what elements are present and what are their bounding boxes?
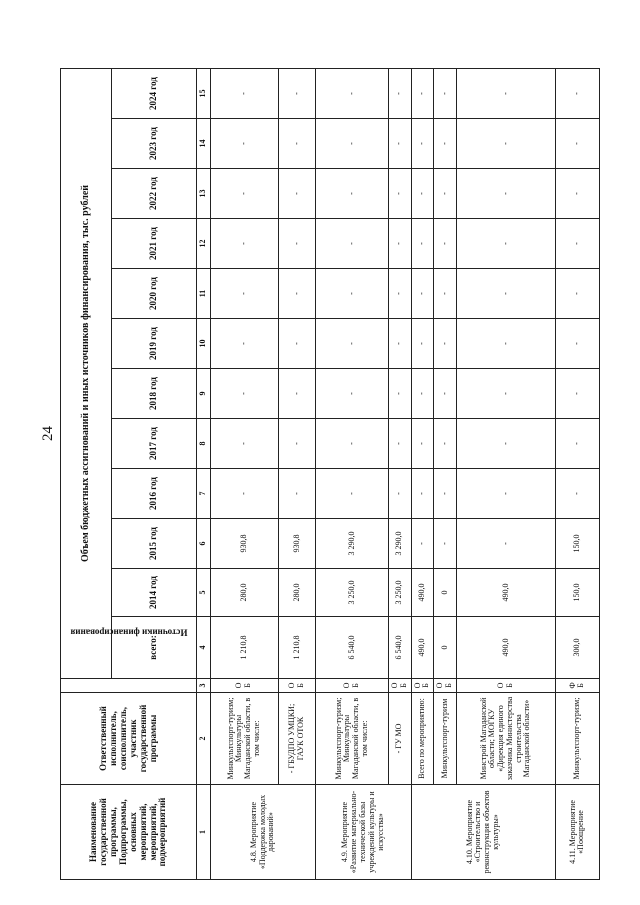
column-number: 10 — [197, 319, 210, 369]
row-year-cell: - — [316, 369, 389, 419]
row-year-cell: - — [388, 369, 411, 419]
row-source-cell: ОБ — [411, 679, 434, 693]
row-year-cell: - — [456, 269, 555, 319]
row-year-cell: - — [555, 319, 599, 369]
row-year-cell: - — [210, 419, 278, 469]
row-executor-cell: Всего по мероприятию: — [411, 693, 434, 785]
row-2015-cell: - — [434, 519, 457, 569]
row-year-cell: - — [434, 269, 457, 319]
row-year-cell: - — [388, 169, 411, 219]
row-year-cell: - — [411, 68, 434, 118]
row-total-cell: 490,0 — [456, 617, 555, 679]
table-row — [210, 9, 278, 879]
row-year-cell: - — [278, 169, 315, 219]
row-2014-cell: 490,0 — [411, 569, 434, 617]
row-year-cell: - — [555, 169, 599, 219]
row-year-cell: - — [388, 219, 411, 269]
financing-table — [60, 9, 600, 880]
row-executor-cell: Минстрой Магаданской области; МОГКУ «Дирекция единого заказчика Министерства строительства Магаданской области» — [456, 693, 555, 785]
row-year-cell: - — [278, 419, 315, 469]
row-year-cell: - — [316, 269, 389, 319]
row-year-cell: - — [316, 169, 389, 219]
row-year-cell: - — [555, 419, 599, 469]
header-year-2018: 2018 год — [111, 369, 197, 419]
row-source-cell: ФБ — [555, 679, 599, 693]
row-year-cell: - — [555, 369, 599, 419]
row-year-cell: - — [456, 219, 555, 269]
row-2014-cell: 280,0 — [210, 569, 278, 617]
row-year-cell: - — [434, 68, 457, 118]
row-year-cell: - — [388, 469, 411, 519]
row-2015-cell: 930,8 — [210, 519, 278, 569]
row-name-cell: 4.9. Мероприятие «Развитие материально-технической базы учреждений культуры и искусства» — [316, 785, 411, 880]
column-number: 9 — [197, 369, 210, 419]
row-year-cell: - — [210, 119, 278, 169]
column-number: 1 — [197, 785, 210, 880]
table-row — [434, 9, 457, 879]
row-year-cell: - — [388, 319, 411, 369]
row-year-cell: - — [434, 169, 457, 219]
header-year-2014: 2014 год — [111, 569, 197, 617]
row-total-cell: 300,0 — [555, 617, 599, 679]
header-year-2016: 2016 год — [111, 469, 197, 519]
header-executor: Ответственный исполнитель, соисполнитель, участник государственной программы — [61, 693, 197, 785]
row-year-cell: - — [411, 219, 434, 269]
header-year-2024: 2024 год — [111, 68, 197, 118]
row-year-cell: - — [278, 469, 315, 519]
row-year-cell: - — [388, 119, 411, 169]
row-name-cell: 4.8. Мероприятие «Поддержка молодых дарований» — [210, 785, 316, 880]
row-2014-cell: 0 — [434, 569, 457, 617]
row-year-cell: - — [278, 269, 315, 319]
row-year-cell: - — [555, 119, 599, 169]
row-year-cell: - — [434, 469, 457, 519]
row-2015-cell: 3 290,0 — [388, 519, 411, 569]
column-number: 4 — [197, 617, 210, 679]
row-2014-cell: 3 250,0 — [316, 569, 389, 617]
row-executor-cell: - ГБУДПО УМЦКИ; ГАУК ОТОК — [278, 693, 315, 785]
row-2014-cell: 280,0 — [278, 569, 315, 617]
header-year-2023: 2023 год — [111, 119, 197, 169]
row-year-cell: - — [210, 369, 278, 419]
header-name: Наименование государственной программы, Подпрограммы, основных мероприятий, мероприятий, подмероприятий — [61, 785, 197, 880]
row-year-cell: - — [316, 119, 389, 169]
row-year-cell: - — [456, 169, 555, 219]
row-year-cell: - — [316, 219, 389, 269]
column-number: 12 — [197, 219, 210, 269]
column-number: 3 — [197, 679, 210, 693]
column-number: 5 — [197, 569, 210, 617]
row-2014-cell: 150,0 — [555, 569, 599, 617]
header-volume: Объем бюджетных ассигнований и иных источников финансирования, тыс. рублей — [61, 68, 112, 678]
row-2014-cell: 490,0 — [456, 569, 555, 617]
row-year-cell: - — [434, 419, 457, 469]
header-source: Источники финансирования — [61, 679, 197, 693]
row-year-cell: - — [278, 119, 315, 169]
row-year-cell: - — [210, 319, 278, 369]
row-year-cell: - — [278, 319, 315, 369]
row-year-cell: - — [388, 269, 411, 319]
row-year-cell: - — [411, 469, 434, 519]
row-year-cell: - — [210, 469, 278, 519]
row-year-cell: - — [456, 369, 555, 419]
row-2015-cell: 930,8 — [278, 519, 315, 569]
row-year-cell: - — [555, 269, 599, 319]
column-number: 15 — [197, 68, 210, 118]
column-number: 7 — [197, 469, 210, 519]
row-executor-cell: Минкультспорт-туризм; Минкультуры Магаданской области, в том числе: — [210, 693, 278, 785]
header-year-2015: 2015 год — [111, 519, 197, 569]
row-executor-cell: Минкультспорт-туризм — [434, 693, 457, 785]
row-year-cell: - — [456, 119, 555, 169]
row-source-cell: ОБ — [316, 679, 389, 693]
row-executor-cell: Минкультспорт-туризм; Минкультуры Магаданской области, в том числе: — [316, 693, 389, 785]
row-year-cell: - — [278, 68, 315, 118]
table-body — [210, 9, 599, 879]
column-number: 8 — [197, 419, 210, 469]
row-year-cell: - — [411, 369, 434, 419]
row-year-cell: - — [210, 219, 278, 269]
row-2015-cell: 3 290,0 — [316, 519, 389, 569]
row-source-cell: ОБ — [456, 679, 555, 693]
row-total-cell: 6 540,0 — [388, 617, 411, 679]
row-total-cell: 6 540,0 — [316, 617, 389, 679]
row-source-cell: ОБ — [388, 679, 411, 693]
row-year-cell: - — [456, 469, 555, 519]
row-year-cell: - — [456, 319, 555, 369]
row-source-cell: ОБ — [210, 679, 278, 693]
row-year-cell: - — [411, 419, 434, 469]
row-year-cell: - — [434, 119, 457, 169]
row-executor-cell: Минкультспорт-туризм; — [555, 693, 599, 785]
rotated-page — [60, 10, 600, 880]
row-source-cell: ОБ — [434, 679, 457, 693]
row-year-cell: - — [210, 269, 278, 319]
row-year-cell: - — [411, 319, 434, 369]
header-year-2019: 2019 год — [111, 319, 197, 369]
header-year-2017: 2017 год — [111, 419, 197, 469]
row-2015-cell: - — [456, 519, 555, 569]
row-year-cell: - — [278, 369, 315, 419]
column-number: 11 — [197, 269, 210, 319]
row-year-cell: - — [555, 68, 599, 118]
row-year-cell: - — [456, 419, 555, 469]
column-number: 14 — [197, 119, 210, 169]
row-source-cell: ОБ — [278, 679, 315, 693]
row-year-cell: - — [316, 319, 389, 369]
row-year-cell: - — [434, 369, 457, 419]
row-total-cell: 1 210,8 — [278, 617, 315, 679]
row-executor-cell: - ГУ МО — [388, 693, 411, 785]
column-number: 13 — [197, 169, 210, 219]
row-year-cell: - — [434, 319, 457, 369]
column-number: 2 — [197, 693, 210, 785]
row-year-cell: - — [434, 219, 457, 269]
row-year-cell: - — [316, 469, 389, 519]
row-2014-cell: 3 250,0 — [388, 569, 411, 617]
header-year-2022: 2022 год — [111, 169, 197, 219]
table-row — [411, 9, 434, 879]
row-year-cell: - — [555, 219, 599, 269]
row-total-cell: 0 — [434, 617, 457, 679]
row-year-cell: - — [316, 68, 389, 118]
row-year-cell: - — [388, 419, 411, 469]
row-2015-cell: - — [411, 519, 434, 569]
column-numbers-row — [197, 9, 210, 879]
row-year-cell: - — [316, 419, 389, 469]
row-year-cell: - — [411, 119, 434, 169]
row-year-cell: - — [411, 169, 434, 219]
header-total: всего: — [111, 617, 197, 679]
row-year-cell: - — [210, 169, 278, 219]
row-year-cell: - — [456, 68, 555, 118]
table-row — [316, 9, 389, 879]
page-number: 24 — [40, 426, 56, 441]
row-year-cell: - — [278, 219, 315, 269]
header-year-2021: 2021 год — [111, 219, 197, 269]
table-row — [456, 9, 555, 879]
column-number: 6 — [197, 519, 210, 569]
row-2015-cell: 150,0 — [555, 519, 599, 569]
row-year-cell: - — [411, 269, 434, 319]
row-name-cell: 4.11. Мероприятие «Поощрение — [555, 785, 599, 880]
header-year-2020: 2020 год — [111, 269, 197, 319]
row-year-cell: - — [388, 68, 411, 118]
row-year-cell: - — [555, 469, 599, 519]
table-row — [555, 9, 599, 879]
row-name-cell: 4.10. Мероприятие «Строительство и реконструкция объектов культуры» — [411, 785, 555, 880]
table-row — [388, 9, 411, 879]
row-total-cell: 1 210,8 — [210, 617, 278, 679]
row-year-cell: - — [210, 68, 278, 118]
row-total-cell: 490,0 — [411, 617, 434, 679]
table-row — [278, 9, 315, 879]
